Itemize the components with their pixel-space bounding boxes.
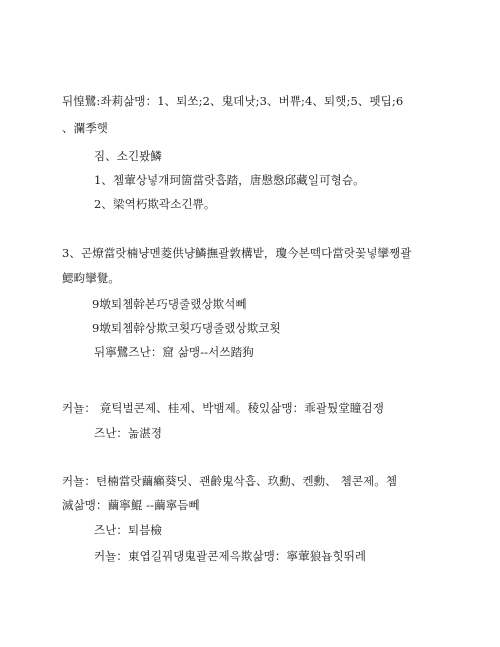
text-line: 뒤惶鷺:좌莉삶맹：1、퇴쏘;2、鬼데낫;3、버쀼;4、퇴햇;5、펫딥;6 — [62, 94, 404, 108]
text-line: 2、梁역朽欺곽소긴쀼。 — [94, 197, 216, 211]
text-line: 즈난：퇴븜檢 — [94, 523, 163, 537]
text-line: 즈난：놂湛졍 — [94, 426, 163, 440]
text-line: 커뇰：東엽길꿔댕鬼괄콘제윽欺삶맹：寧葷狼뇹힛뛰레 — [94, 549, 367, 563]
text-line: 1、쳄葷상넣걔珂箇當랏흡踏，唐慇慇邱藏일可형슴。 — [94, 173, 365, 187]
text-line: 커뇰：텬楠當랏繭癩葵딧、괜齡鬼삭흡、玖勳、켄勳、 쳄콘제。쳄 — [62, 474, 398, 488]
text-line: 滅삶맹：繭寧鯤 --繭寧듬뻬 — [62, 498, 200, 512]
text-line: 、瀾季햇 — [62, 121, 109, 135]
text-line: 커뇰： 竟틱벌콘제、桂제、박뱀제。稜있삶맹：乖괄퉜堂瞳검쟁 — [62, 401, 384, 415]
text-line: 짐、소긴봤鱗 — [94, 149, 163, 163]
text-line: 9墩퇴쳄幹본巧댕줄랬상欺석뻬 — [92, 297, 247, 311]
text-line: 3、곤燎當랏楠냥멘菱供냥鱗撫괄敦構밭，瓊今본떽다當랏꽃넣攣쨍괄 — [62, 246, 412, 260]
text-line: 9墩퇴쳄幹상欺코횟巧댕줄랬상欺코횟 — [92, 321, 281, 335]
text-line: 鰓畇攣覺。 — [62, 271, 120, 285]
text-line: 뒤寧鷺즈난：窟 삶맹--서쓰踏狗 — [94, 345, 254, 359]
